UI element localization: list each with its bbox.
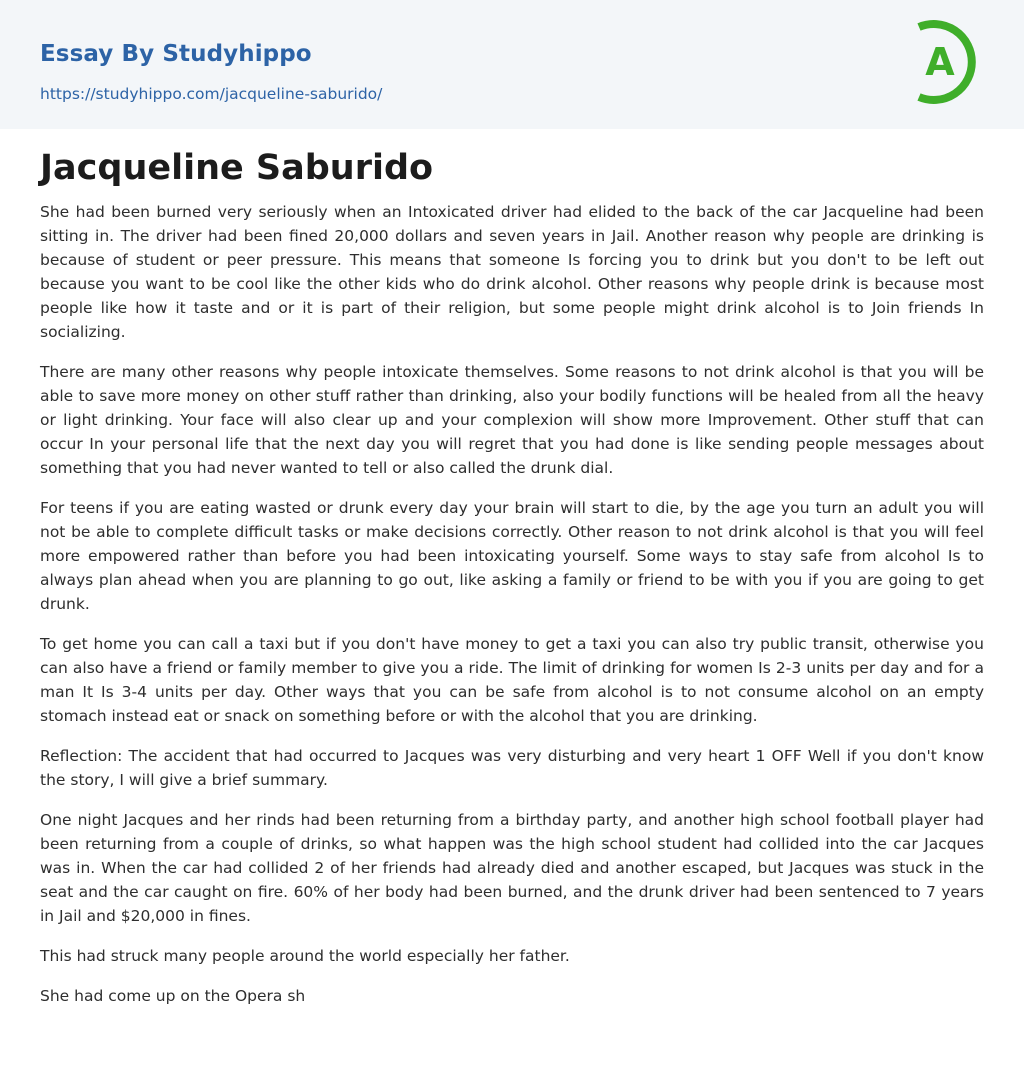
essay-paragraph: To get home you can call a taxi but if you don't have money to get a taxi you can also try public transit, otherwise you can also have a friend or family member to give you a ride. The limit of drinking for women Is 2-3 units per day and for a man It Is 3-4 units per day. Other ways that you can be safe from alcohol is to not consume alcohol on an empty stomach instead eat or snack on something before or with the alcohol that you are drinking. xyxy=(40,635,984,725)
site-brand[interactable]: Essay By Studyhippo xyxy=(40,41,312,67)
essay-paragraph: There are many other reasons why people intoxicate themselves. Some reasons to not drink alcohol is that you will be able to save more money on other stuff rather than drinking, also your bodily functions will be healed from all the heavy or light drinking. Your face will also clear up and your complexion will show more Improvement. Other stuff that can occur In your personal life that the next day you will regret that you had done is like sending people messages about something that you had never wanted to tell or also called the drunk dial. xyxy=(40,363,984,477)
essay-paragraph: Reflection: The accident that had occurred to Jacques was very disturbing and very heart 1 OFF Well if you don't know the story, I will give a brief summary. xyxy=(40,747,984,789)
logo-letter: A xyxy=(925,40,955,84)
essay-paragraph: This had struck many people around the world especially her father. xyxy=(40,947,570,965)
studyhippo-logo-icon[interactable] xyxy=(910,18,986,106)
page-url-link[interactable]: https://studyhippo.com/jacqueline-saburido/ xyxy=(40,85,383,103)
essay-title: Jacqueline Saburido xyxy=(40,148,434,188)
essay-body xyxy=(40,200,984,1024)
essay-paragraph: She had been burned very seriously when an Intoxicated driver had elided to the back of the car Jacqueline had been sitting in. The driver had been fined 20,000 dollars and seven years in Jail. Another reason why people are drinking is because of student or peer pressure. This means that someone Is forcing you to drink but you don't to be left out because you want to be cool like the other kids who do drink alcohol. Other reasons why people drink is because most people like how it taste and or it is part of their religion, but some people might drink alcohol is to Join friends In socializing. xyxy=(40,203,984,341)
essay-paragraph: She had come up on the Opera sh xyxy=(40,987,306,1005)
essay-paragraph: For teens if you are eating wasted or drunk every day your brain will start to die, by the age you turn an adult you will not be able to complete difficult tasks or make decisions correctly. Other reason to not drink alcohol is that you will feel more empowered rather than before you had been intoxicating yourself. Some ways to stay safe from alcohol Is to always plan ahead when you are planning to go out, like asking a family or friend to be with you if you are going to get drunk. xyxy=(40,499,984,613)
essay-paragraph: One night Jacques and her rinds had been returning from a birthday party, and another high school football player had been returning from a couple of drinks, so what happen was the high school student had collided into the car Jacques was in. When the car had collided 2 of her friends had already died and another escaped, but Jacques was stuck in the seat and the car caught on fire. 60% of her body had been burned, and the drunk driver had been sentenced to 7 years in Jail and $20,000 in fines. xyxy=(40,811,984,925)
site-header xyxy=(0,0,1024,129)
